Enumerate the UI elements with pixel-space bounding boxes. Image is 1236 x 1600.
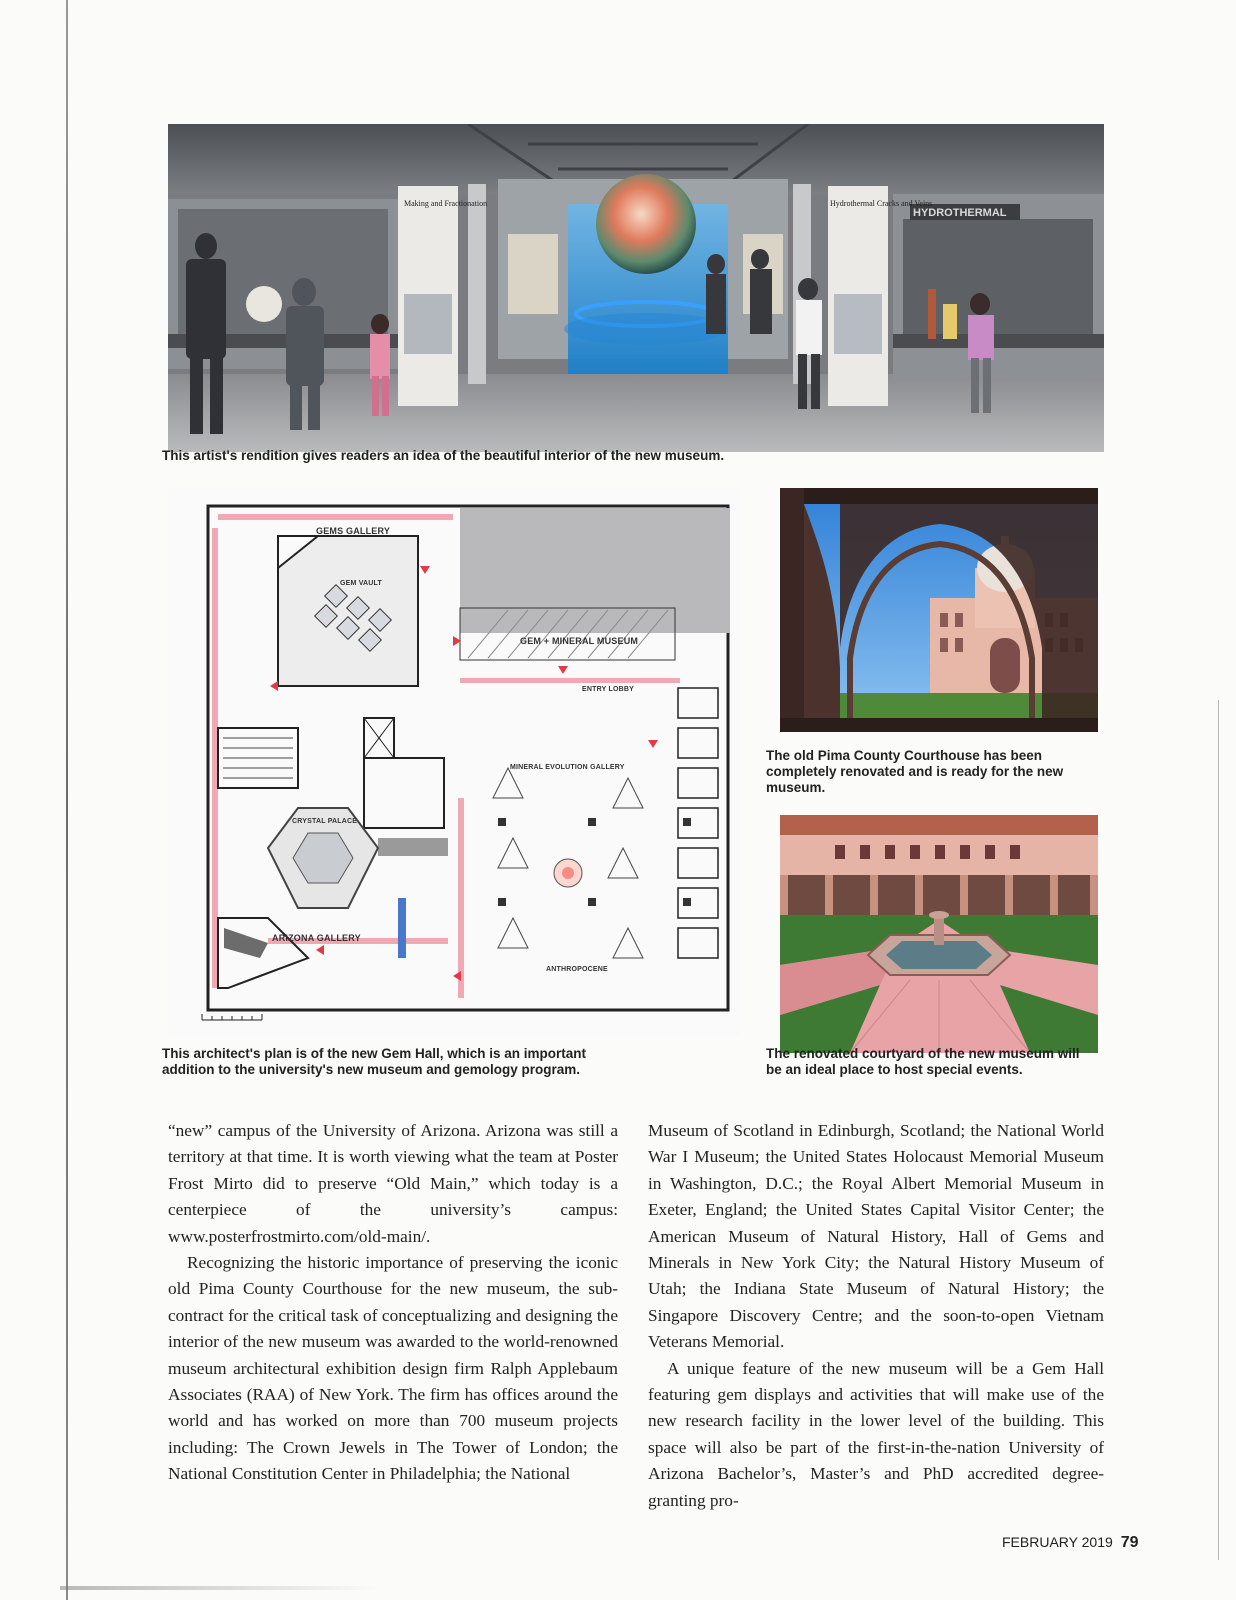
hero-caption: This artist's rendition gives readers an idea of the beautiful interior of the new museum. — [162, 448, 725, 463]
courthouse-caption: The old Pima County Courthouse has been completely renovated and is ready for the new museum. — [766, 748, 1064, 795]
scan-smudge — [60, 1586, 380, 1590]
label-mineral-evolution-gallery: MINERAL EVOLUTION GALLERY — [510, 764, 625, 771]
article-column-2 — [648, 1118, 1104, 1514]
scan-edge-left — [66, 0, 68, 1600]
page-number: 79 — [1120, 1534, 1139, 1551]
label-gems-gallery: GEMS GALLERY — [316, 526, 391, 536]
museum-interior-rendering — [168, 124, 1104, 452]
col2-paragraph-1: Museum of Scotland in Edinburgh, Scotland; the National World War I Museum; the United States Holocaust Memorial Museum in Washington, D.C.; the Royal Albert Memorial Museum in Exeter, England; the United States Capital Visitor Center; the American Museum of Natural History, Hall of Gems and Minerals in New York City; the Natural History Museum of Utah; the Indiana State Museum of Natural History; the Singapore Discovery Centre; and the soon-to-open Vietnam Veterans Memorial. — [648, 1121, 1104, 1352]
article-column-1 — [168, 1118, 618, 1488]
label-museum-name: GEM + MINERAL MUSEUM — [520, 636, 639, 646]
courthouse-photo — [780, 488, 1098, 732]
label-gem-vault: GEM VAULT — [340, 580, 382, 587]
wall-label-right: Hydrothermal Cracks and Veins — [830, 199, 933, 208]
courtyard-caption: The renovated courtyard of the new museum will be an ideal place to host special events. — [766, 1046, 1080, 1077]
col1-paragraph-2: Recognizing the historic importance of preserving the iconic old Pima County Courthouse for the new museum, the sub-contract for the critical task of conceptualizing and designing the interior of the new museum was awarded to the world-renowned museum architectural exhibition design firm Ralph Applebaum Associates (RAA) of New York. The firm has offices around the world and has worked on more than 700 museum projects including: The Crown Jewels in The Tower of London; the National Constitution Center in Philadelphia; the National — [168, 1253, 618, 1484]
plan-caption: This architect's plan is of the new Gem Hall, which is an important addition to the university's new museum and gemology program. — [162, 1046, 587, 1077]
col1-paragraph-1: “new” campus of the University of Arizona. Arizona was still a territory at that time. It is worth viewing what the team at Poster Frost Mirto did to preserve “Old Main,” which today is a centerpiece of the university’s campus: www.posterfrostmirto.com/old-main/. — [168, 1121, 618, 1246]
label-arizona-gallery: ARIZONA GALLERY — [272, 933, 361, 943]
courtyard-photo — [780, 815, 1098, 1053]
wall-label-left: Making and Fractionation — [404, 199, 488, 208]
issue-date: FEBRUARY 2019 — [1002, 1534, 1113, 1550]
label-entry-lobby: ENTRY LOBBY — [582, 686, 634, 693]
page-folio — [1002, 1534, 1139, 1554]
col2-paragraph-2: A unique feature of the new museum will be a Gem Hall featuring gem displays and activities that will make use of the new research facility in the lower level of the building. This space will also be part of the first-in-the-nation University of Arizona Bachelor’s, Master’s and PhD accredited degree-granting pro- — [648, 1358, 1104, 1510]
gem-hall-floor-plan — [168, 488, 740, 1036]
scan-edge-right — [1218, 700, 1219, 1560]
panel-heading-hydrothermal: HYDROTHERMAL — [913, 207, 1007, 219]
label-crystal-palace: CRYSTAL PALACE — [292, 818, 358, 825]
label-anthropocene: ANTHROPOCENE — [546, 966, 608, 973]
